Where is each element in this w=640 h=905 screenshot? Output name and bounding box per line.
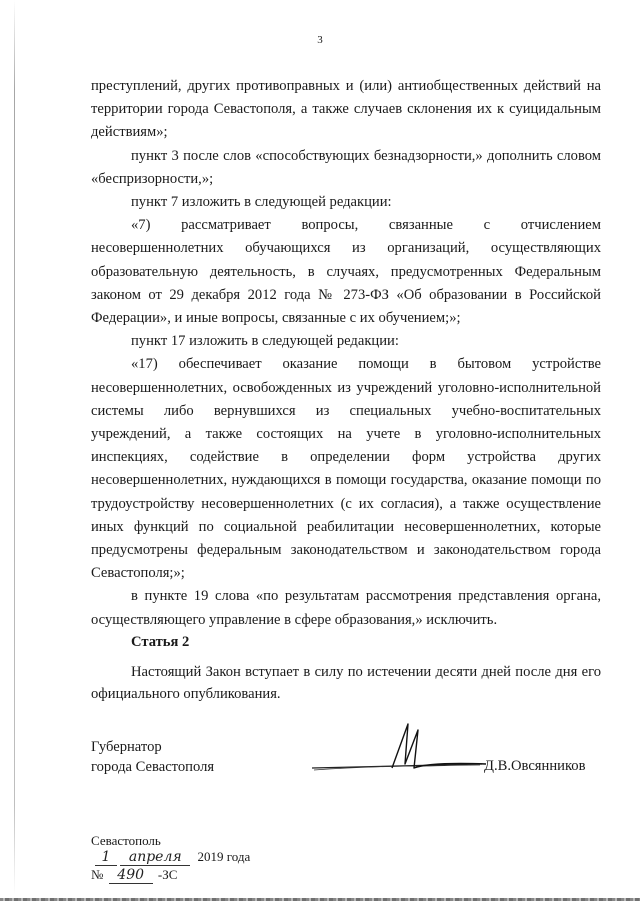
footer-number-value: 490 (109, 868, 153, 884)
scan-edge-left (14, 0, 15, 895)
signatory-title-line2: города Севастополя (91, 759, 215, 775)
paragraph-item-7-text: «7) рассматривает вопросы, связанные с отчислением несовершеннолетних обучающихся из организаций, осуществляющих образовательную деятельность, в случаях, предусмотренных Федеральным законом от 29 декабря 2012 года № 273-ФЗ «Об образовании в Российской Федерации», и иные вопросы, связанные с их обучением;»; (91, 217, 601, 327)
footer-date-year: 2019 года (197, 849, 251, 864)
law-body-text (91, 75, 601, 632)
signature-image (310, 718, 490, 778)
footer-date-day: 1 (95, 850, 117, 866)
page-number: 3 (317, 34, 323, 46)
scan-edge-bottom (0, 898, 640, 901)
paragraph-item-3: пункт 3 после слов «способствующих безнадзорности,» дополнить словом «беспризорности,»; (91, 147, 601, 187)
paragraph-item-17-intro: пункт 17 изложить в следующей редакции: (131, 333, 399, 350)
signatory-name: Д.В.Овсянников (484, 758, 586, 774)
paragraph-item-17-text: «17) обеспечивает оказание помощи в бытовом устройстве несовершеннолетних, освобожденных из учреждений уголовно-исполнительной системы либо вернувшихся из специальных учебно-воспитательных учреждений, а также состоящих на учете в уголовно-исполнительных инспекциях, содействие в определении форм устройства других несовершеннолетних, нуждающихся в помощи государства, оказание помощи по трудоустройству несовершеннолетних (с их согласия), а также осуществление иных функций по социальной реабилитации несовершеннолетних, которые предусмотрены федеральным законодательством и законодательством города Севастополя;»; (91, 356, 601, 582)
footer-date-month: апреля (120, 850, 190, 866)
paragraph-continuation: преступлений, других противоправных и (или) антиобщественных действий на территории города Севастополя, а также случаев склонения их к суицидальным действиям»; (91, 78, 601, 141)
signatory-title-line1: Губернатор (91, 739, 162, 755)
footer-city: Севастополь (91, 833, 161, 848)
signatory-title (91, 737, 214, 777)
footer-date (91, 848, 250, 866)
paragraph-item-19: в пункте 19 слова «по результатам рассмотрения представления органа, осуществляющего управление в сфере образования,» исключить. (91, 588, 601, 628)
article-text: Настоящий Закон вступает в силу по истечении десяти дней после дня его официального опубликования. (91, 664, 601, 702)
paragraph-item-7-intro: пункт 7 изложить в следующей редакции: (131, 194, 392, 211)
footer-law-number (91, 866, 177, 884)
article-heading: Статья 2 (131, 634, 190, 650)
footer-number-prefix: № (91, 867, 104, 882)
footer-number-suffix: -ЗС (157, 867, 178, 882)
